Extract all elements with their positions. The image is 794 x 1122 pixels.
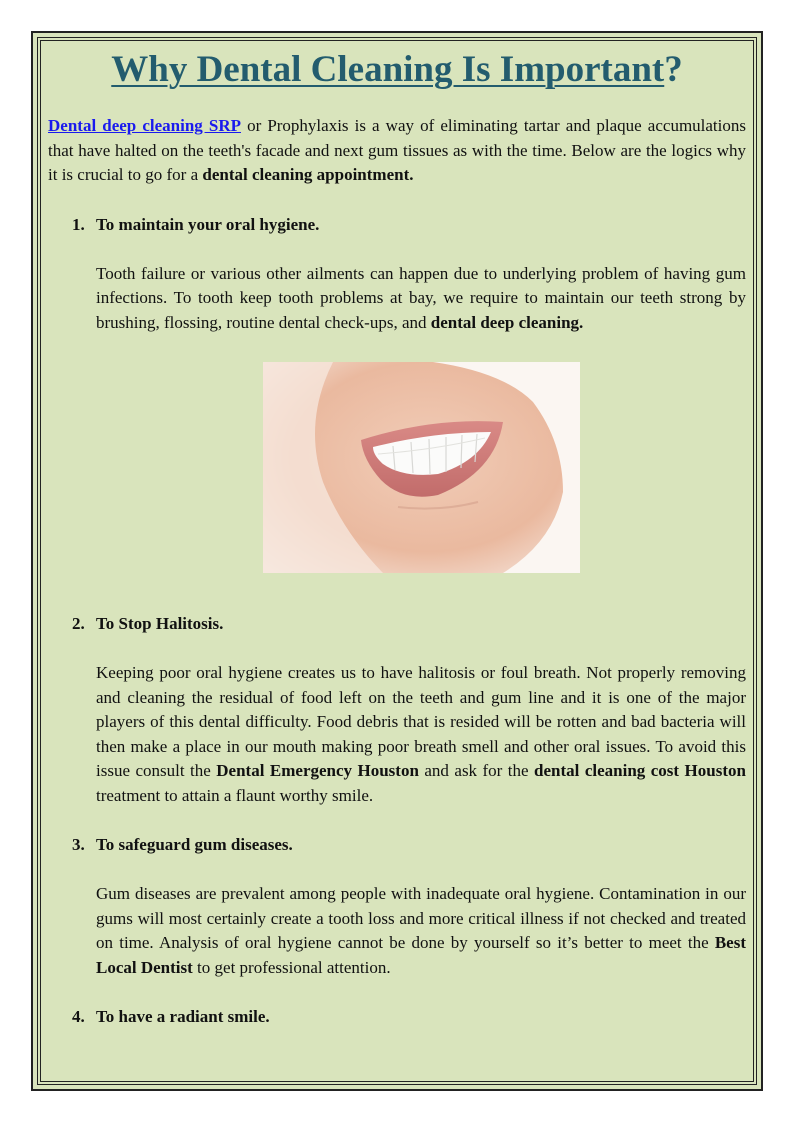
section-number-2: 2. — [72, 614, 85, 633]
section-2-bold-2: dental cleaning cost Houston — [534, 761, 746, 780]
section-2-text-3: treatment to attain a flaunt worthy smile. — [96, 785, 374, 805]
section-heading-2 — [48, 612, 746, 636]
document-content — [48, 48, 746, 1029]
smiling-mouth-illustration — [263, 362, 580, 573]
section-title-4: To have a radiant smile. — [96, 1007, 270, 1026]
section-title-1: To maintain your oral hygiene. — [96, 214, 320, 234]
section-3-text-1: Gum diseases are prevalent among people with inadequate oral hygiene. Contamination in our gums will most certainly create a tooth loss and more critical illness if not checked and treated on time. Analysis of oral hygiene cannot be done by yourself so it’s better to meet the — [96, 884, 746, 952]
section-number-1: 1. — [72, 214, 85, 234]
section-3-bold-1: Best Local Dentist — [96, 933, 746, 977]
section-paragraph-3 — [96, 882, 746, 980]
dental-srp-link[interactable]: Dental deep cleaning SRP — [48, 116, 241, 135]
section-paragraph-1 — [96, 262, 746, 336]
section-1-bold: dental deep cleaning. — [430, 312, 584, 332]
smile-image — [263, 362, 580, 573]
section-number-3: 3. — [72, 835, 85, 854]
title-question-mark: ? — [664, 49, 683, 90]
section-heading-4 — [48, 1005, 746, 1029]
section-2-bold-1: Dental Emergency Houston — [216, 761, 419, 780]
section-3-text-2: to get professional attention. — [192, 957, 391, 977]
section-heading-1 — [48, 213, 746, 237]
section-number-4: 4. — [72, 1007, 85, 1026]
section-2-text-1: Keeping poor oral hygiene creates us to have halitosis or foul breath. Not properly removing and cleaning the residual of food left on the teeth and gum line and it is one of the major players of this dental difficulty. Food debris that is resided will be rotten and bad bacteria will then make a place in our mouth making poor breath smell and other oral issues. To avoid this issue consult the — [96, 663, 746, 780]
section-heading-3 — [48, 833, 746, 857]
page-title — [48, 48, 746, 92]
section-1-text: Tooth failure or various other ailments can happen due to underlying problem of having gum infections. To tooth keep tooth problems at bay, we require to maintain our teeth strong by brushing, flossing, routine dental check-ups, and — [96, 263, 746, 332]
section-title-3: To safeguard gum diseases. — [96, 835, 293, 854]
intro-text: or Prophylaxis is a way of eliminating tartar and plaque accumulations that have halted on the teeth's facade and next gum tissues as with the time. Below are the logics why it is crucial to go for a — [48, 116, 746, 184]
section-2-text-2: and ask for the — [418, 761, 535, 780]
section-paragraph-2 — [96, 661, 746, 808]
intro-bold: dental cleaning appointment. — [202, 165, 414, 184]
title-text: Why Dental Cleaning Is Important — [111, 49, 665, 90]
intro-paragraph — [48, 114, 746, 188]
section-title-2: To Stop Halitosis. — [96, 614, 224, 633]
